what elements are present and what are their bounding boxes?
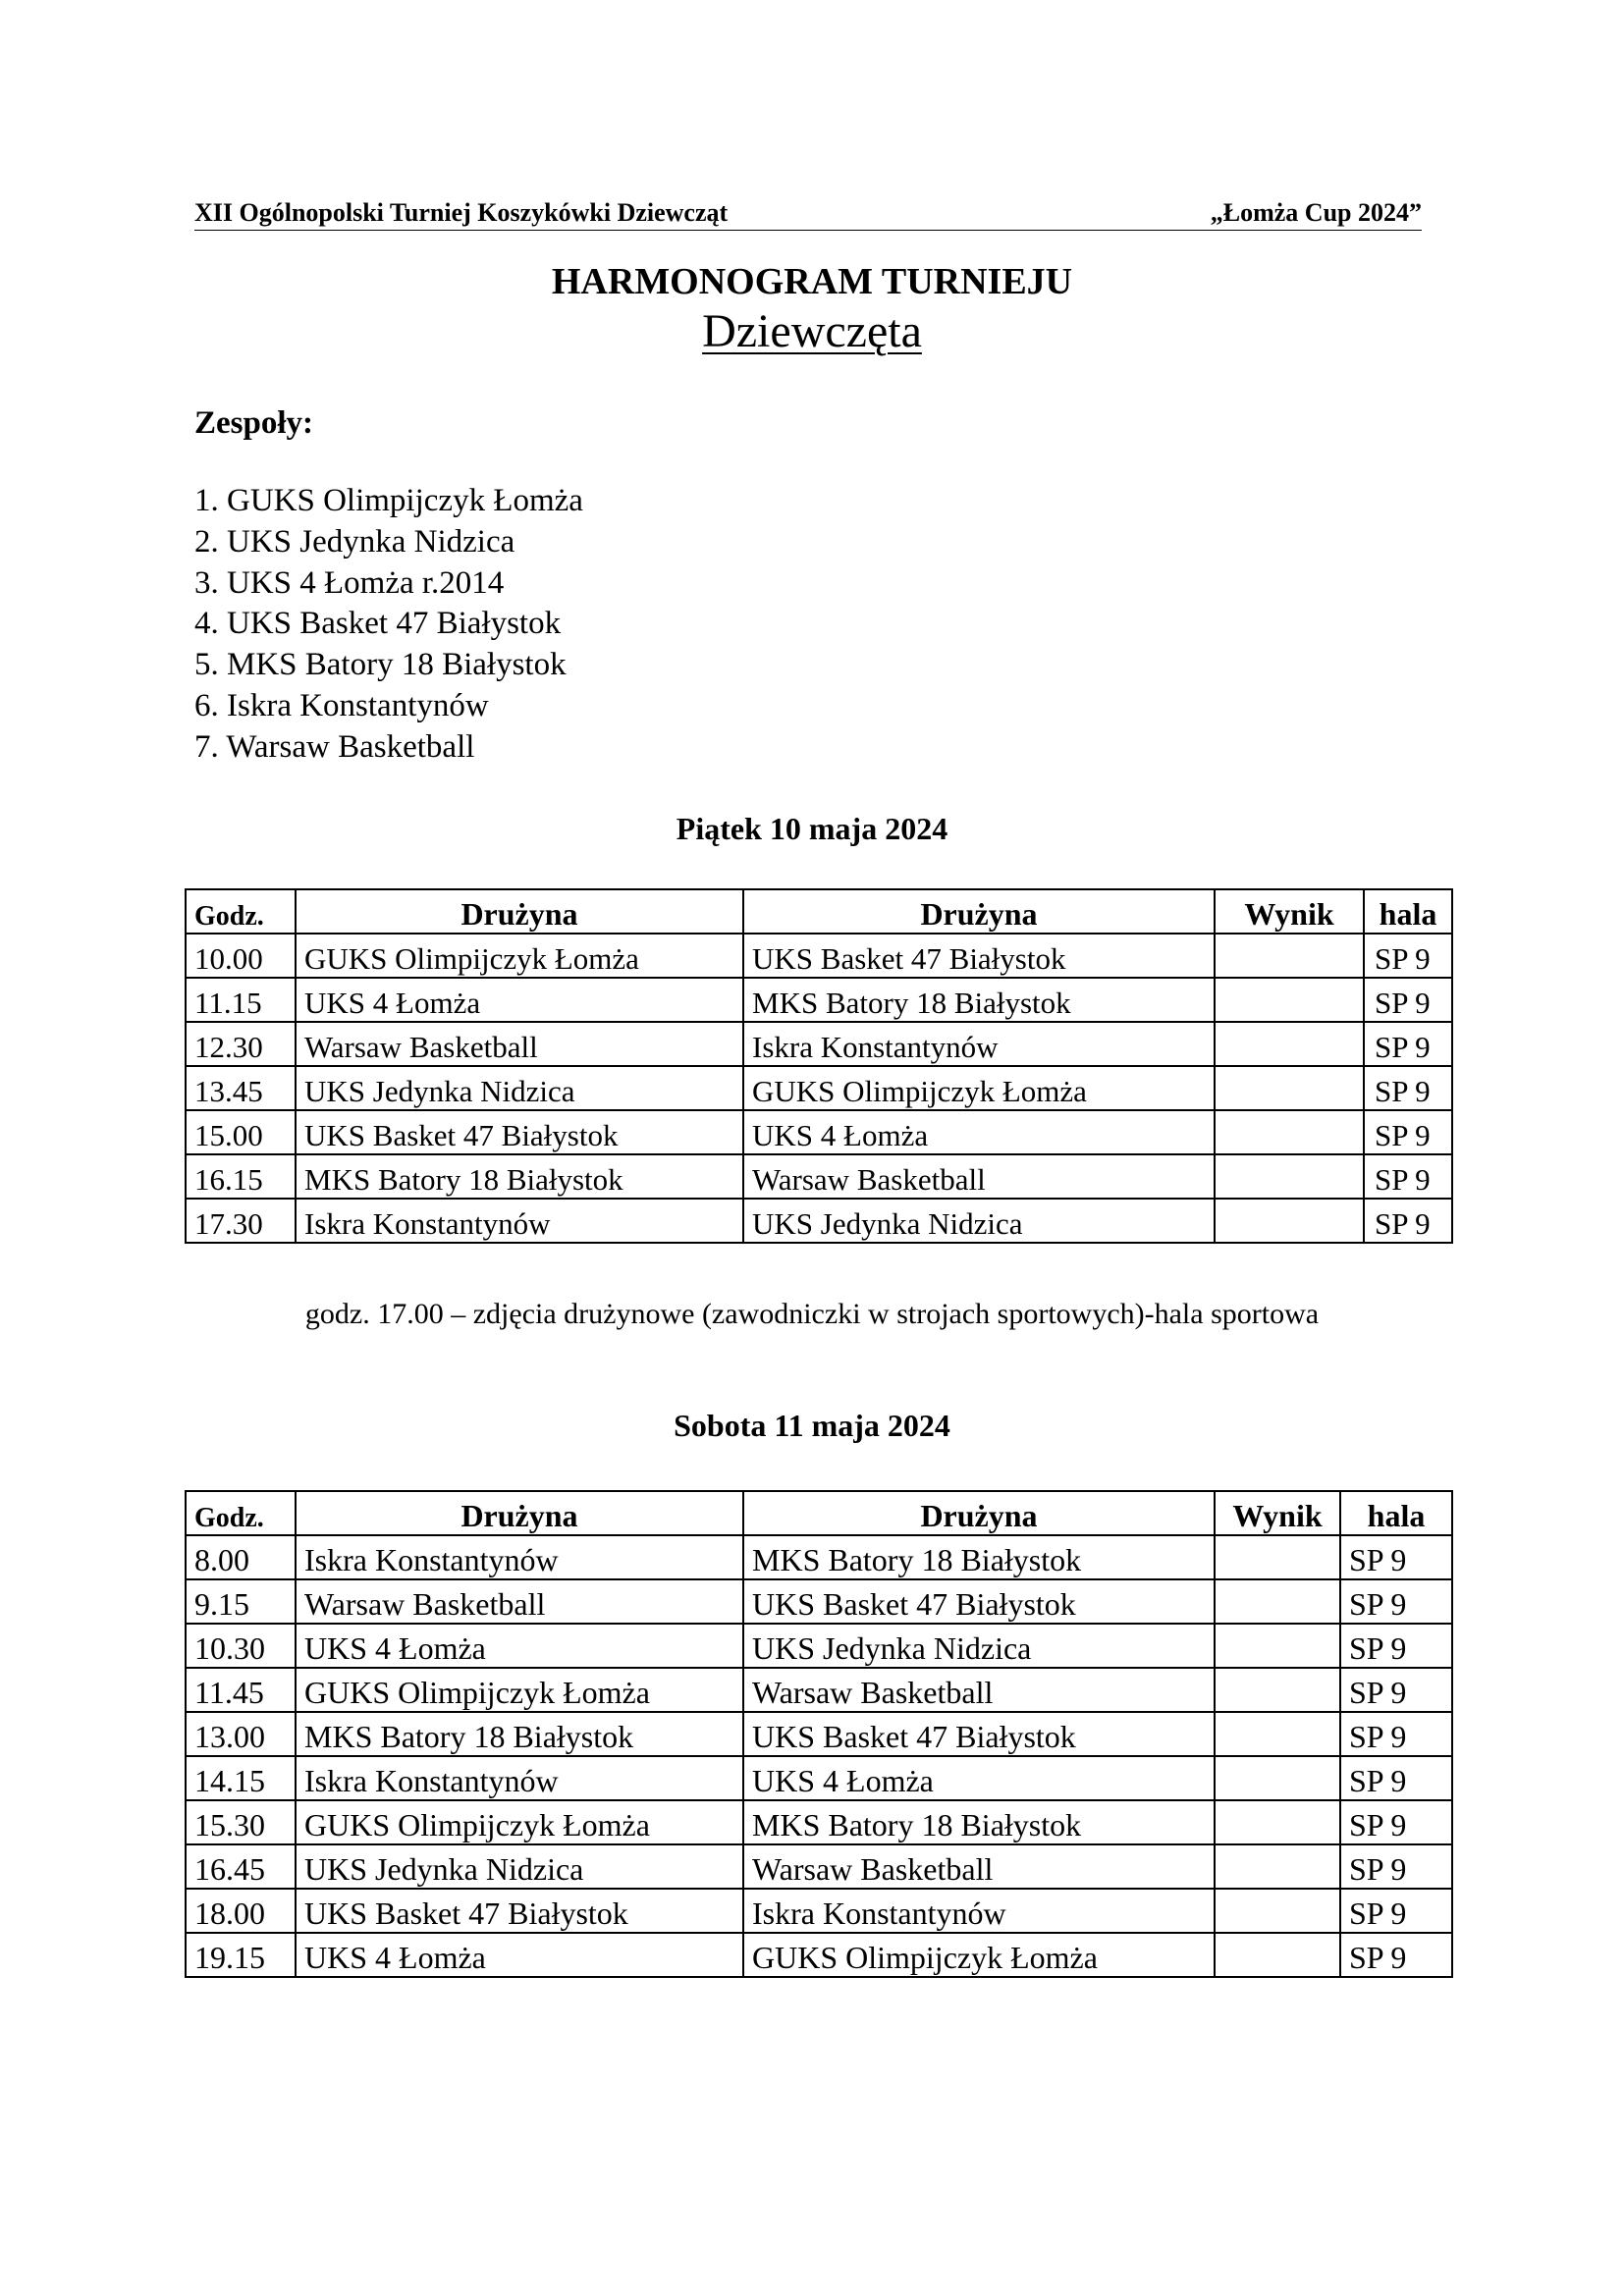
team-a-cell: UKS Jedynka Nidzica xyxy=(296,1844,743,1889)
team-a-cell: Iskra Konstantynów xyxy=(296,1199,743,1243)
team-a-cell: GUKS Olimpijczyk Łomża xyxy=(296,1800,743,1844)
team-a-cell: MKS Batory 18 Białystok xyxy=(296,1712,743,1756)
match-score-cell xyxy=(1215,934,1364,978)
match-row xyxy=(186,934,1452,978)
team-b-cell: Warsaw Basketball xyxy=(743,1668,1215,1712)
hall-cell: SP 9 xyxy=(1364,1199,1452,1243)
hall-cell: SP 9 xyxy=(1364,978,1452,1022)
column-header-score: Wynik xyxy=(1215,889,1364,934)
team-b-cell: MKS Batory 18 Białystok xyxy=(743,1800,1215,1844)
match-time-cell: 16.15 xyxy=(186,1154,296,1199)
friday-heading: Piątek 10 maja 2024 xyxy=(676,811,948,846)
match-score-cell xyxy=(1215,1800,1340,1844)
match-score-cell xyxy=(1215,1022,1364,1066)
team-a-cell: Warsaw Basketball xyxy=(296,1022,743,1066)
match-time-cell: 16.45 xyxy=(186,1844,296,1889)
team-b-cell: UKS 4 Łomża xyxy=(743,1110,1215,1154)
hall-cell: SP 9 xyxy=(1340,1933,1452,1977)
match-score-cell xyxy=(1215,1933,1340,1977)
team-b-cell: UKS 4 Łomża xyxy=(743,1756,1215,1800)
team-list-item: 7. Warsaw Basketball xyxy=(194,728,475,765)
team-a-cell: MKS Batory 18 Białystok xyxy=(296,1154,743,1199)
hall-cell: SP 9 xyxy=(1364,1022,1452,1066)
hall-cell: SP 9 xyxy=(1340,1844,1452,1889)
match-row xyxy=(186,1668,1452,1712)
match-time-cell: 13.00 xyxy=(186,1712,296,1756)
team-a-cell: Warsaw Basketball xyxy=(296,1579,743,1624)
friday-schedule-table xyxy=(185,888,1453,1244)
document-subtitle xyxy=(0,304,1624,358)
team-b-cell: UKS Jedynka Nidzica xyxy=(743,1199,1215,1243)
match-time-cell: 10.30 xyxy=(186,1624,296,1668)
match-time-cell: 17.30 xyxy=(186,1199,296,1243)
team-b-cell: UKS Basket 47 Białystok xyxy=(743,1579,1215,1624)
team-b-cell: UKS Basket 47 Białystok xyxy=(743,1712,1215,1756)
team-a-cell: Iskra Konstantynów xyxy=(296,1535,743,1579)
team-list-item: 2. UKS Jedynka Nidzica xyxy=(194,523,515,560)
match-row xyxy=(186,1154,1452,1199)
column-header-team-b: Drużyna xyxy=(743,1491,1215,1535)
column-header-team-a: Drużyna xyxy=(296,889,743,934)
team-b-cell: Iskra Konstantynów xyxy=(743,1889,1215,1933)
team-list-item: 6. Iskra Konstantynów xyxy=(194,687,489,723)
team-b-cell: GUKS Olimpijczyk Łomża xyxy=(743,1933,1215,1977)
hall-cell: SP 9 xyxy=(1340,1756,1452,1800)
team-list xyxy=(194,481,583,769)
saturday-schedule-table xyxy=(185,1490,1453,1978)
hall-cell: SP 9 xyxy=(1364,934,1452,978)
match-row xyxy=(186,1844,1452,1889)
match-time-cell: 9.15 xyxy=(186,1579,296,1624)
match-time-cell: 19.15 xyxy=(186,1933,296,1977)
hall-cell: SP 9 xyxy=(1340,1579,1452,1624)
column-header-hall: hala xyxy=(1364,889,1452,934)
team-b-cell: Warsaw Basketball xyxy=(743,1154,1215,1199)
category-label: Dziewczęta xyxy=(702,305,922,357)
photo-session-note: godz. 17.00 – zdjęcia drużynowe (zawodniczki w strojach sportowych)-hala sportowa xyxy=(304,1298,1320,1330)
table-header-row xyxy=(186,889,1452,934)
hall-cell: SP 9 xyxy=(1364,1110,1452,1154)
match-row xyxy=(186,1535,1452,1579)
match-time-cell: 13.45 xyxy=(186,1066,296,1110)
match-row xyxy=(186,1022,1452,1066)
match-score-cell xyxy=(1215,1668,1340,1712)
team-a-cell: UKS Jedynka Nidzica xyxy=(296,1066,743,1110)
match-row xyxy=(186,1800,1452,1844)
team-b-cell: GUKS Olimpijczyk Łomża xyxy=(743,1066,1215,1110)
teams-heading: Zespoły: xyxy=(194,405,314,441)
hall-cell: SP 9 xyxy=(1364,1154,1452,1199)
match-row xyxy=(186,1579,1452,1624)
team-list-item: 1. GUKS Olimpijczyk Łomża xyxy=(194,483,583,518)
match-time-cell: 10.00 xyxy=(186,934,296,978)
hall-cell: SP 9 xyxy=(1340,1624,1452,1668)
match-row xyxy=(186,1889,1452,1933)
team-b-cell: MKS Batory 18 Białystok xyxy=(743,1535,1215,1579)
match-time-cell: 14.15 xyxy=(186,1756,296,1800)
hall-cell: SP 9 xyxy=(1340,1668,1452,1712)
match-row xyxy=(186,1756,1452,1800)
team-a-cell: GUKS Olimpijczyk Łomża xyxy=(296,1668,743,1712)
team-a-cell: UKS 4 Łomża xyxy=(296,1624,743,1668)
team-b-cell: Iskra Konstantynów xyxy=(743,1022,1215,1066)
hall-cell: SP 9 xyxy=(1340,1889,1452,1933)
hall-cell: SP 9 xyxy=(1340,1712,1452,1756)
team-list-item: 4. UKS Basket 47 Białystok xyxy=(194,606,562,642)
team-b-cell: Warsaw Basketball xyxy=(743,1844,1215,1889)
match-score-cell xyxy=(1215,978,1364,1022)
match-score-cell xyxy=(1215,1110,1364,1154)
match-score-cell xyxy=(1215,1844,1340,1889)
match-time-cell: 15.30 xyxy=(186,1800,296,1844)
tournament-name: XII Ogólnopolski Turniej Koszykówki Dziewcząt xyxy=(194,198,729,227)
team-a-cell: Iskra Konstantynów xyxy=(296,1756,743,1800)
match-score-cell xyxy=(1215,1535,1340,1579)
match-time-cell: 8.00 xyxy=(186,1535,296,1579)
hall-cell: SP 9 xyxy=(1364,1066,1452,1110)
team-a-cell: GUKS Olimpijczyk Łomża xyxy=(296,934,743,978)
match-row xyxy=(186,1199,1452,1243)
match-score-cell xyxy=(1215,1756,1340,1800)
tournament-cup-name: „Łomża Cup 2024” xyxy=(1210,198,1422,227)
team-a-cell: UKS Basket 47 Białystok xyxy=(296,1889,743,1933)
team-a-cell: UKS Basket 47 Białystok xyxy=(296,1110,743,1154)
column-header-team-a: Drużyna xyxy=(296,1491,743,1535)
match-score-cell xyxy=(1215,1154,1364,1199)
team-b-cell: UKS Basket 47 Białystok xyxy=(743,934,1215,978)
table-header-row xyxy=(186,1491,1452,1535)
match-score-cell xyxy=(1215,1624,1340,1668)
match-row xyxy=(186,1624,1452,1668)
team-b-cell: MKS Batory 18 Białystok xyxy=(743,978,1215,1022)
match-row xyxy=(186,1110,1452,1154)
saturday-heading: Sobota 11 maja 2024 xyxy=(674,1408,950,1443)
document-title: HARMONOGRAM TURNIEJU xyxy=(551,261,1073,302)
team-b-cell: UKS Jedynka Nidzica xyxy=(743,1624,1215,1668)
match-score-cell xyxy=(1215,1889,1340,1933)
match-row xyxy=(186,978,1452,1022)
document-header xyxy=(194,196,1422,231)
column-header-hall: hala xyxy=(1340,1491,1452,1535)
match-score-cell xyxy=(1215,1712,1340,1756)
match-score-cell xyxy=(1215,1066,1364,1110)
team-list-item: 5. MKS Batory 18 Białystok xyxy=(194,647,567,683)
team-list-item: 3. UKS 4 Łomża r.2014 xyxy=(194,564,505,601)
hall-cell: SP 9 xyxy=(1340,1800,1452,1844)
column-header-time: Godz. xyxy=(186,889,296,934)
match-score-cell xyxy=(1215,1579,1340,1624)
column-header-time: Godz. xyxy=(186,1491,296,1535)
match-time-cell: 15.00 xyxy=(186,1110,296,1154)
match-time-cell: 11.45 xyxy=(186,1668,296,1712)
team-a-cell: UKS 4 Łomża xyxy=(296,1933,743,1977)
match-time-cell: 12.30 xyxy=(186,1022,296,1066)
match-time-cell: 11.15 xyxy=(186,978,296,1022)
match-row xyxy=(186,1066,1452,1110)
team-a-cell: UKS 4 Łomża xyxy=(296,978,743,1022)
match-score-cell xyxy=(1215,1199,1364,1243)
match-row xyxy=(186,1712,1452,1756)
hall-cell: SP 9 xyxy=(1340,1535,1452,1579)
match-row xyxy=(186,1933,1452,1977)
match-time-cell: 18.00 xyxy=(186,1889,296,1933)
column-header-score: Wynik xyxy=(1215,1491,1340,1535)
column-header-team-b: Drużyna xyxy=(743,889,1215,934)
